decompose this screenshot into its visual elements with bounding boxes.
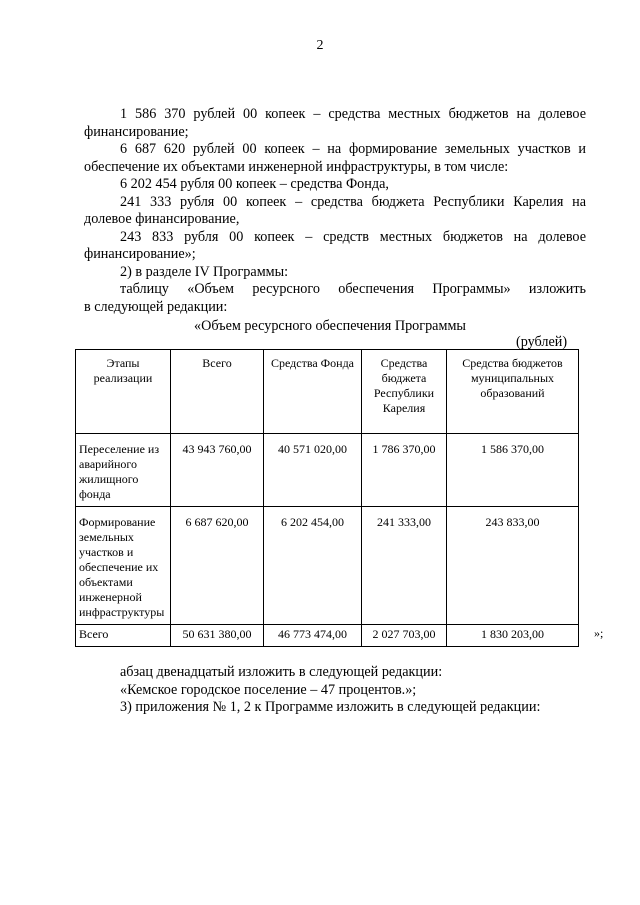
cell-total: 50 631 380,00 xyxy=(171,625,264,647)
resource-table xyxy=(75,349,579,647)
text-line: таблицу «Объем ресурсного обеспечения Программы» изложить xyxy=(120,281,586,297)
cell-republic: 1 786 370,00 xyxy=(362,434,447,507)
text-line: 1 586 370 рублей 00 копеек – средства местных бюджетов на долевое xyxy=(120,106,586,122)
text-line: «Кемское городское поселение – 47 процентов.»; xyxy=(120,681,417,698)
table-row xyxy=(76,507,579,625)
table-unit: (рублей) xyxy=(516,334,568,350)
cell-municipal: 1 586 370,00 xyxy=(447,434,579,507)
text-line: 6 202 454 рубля 00 копеек – средства Фонда, xyxy=(120,176,389,192)
text-line: 243 833 рубля 00 копеек – средств местных бюджетов на долевое xyxy=(120,228,586,245)
cell-municipal: 243 833,00 xyxy=(447,507,579,625)
text-line: долевое финансирование, xyxy=(84,211,240,227)
cell-stage: Всего xyxy=(76,625,171,647)
intro-text xyxy=(84,106,586,316)
header-municipal-budgets: Средства бюджетов муниципальных образований xyxy=(447,350,579,434)
text-line: 3) приложения № 1, 2 к Программе изложить в следующей редакции: xyxy=(120,699,541,715)
text-line: абзац двенадцатый изложить в следующей редакции: xyxy=(120,664,443,680)
header-fund: Средства Фонда xyxy=(264,350,362,434)
text-line: 241 333 рубля 00 копеек – средства бюджета Республики Карелия на xyxy=(120,193,586,210)
cell-fund: 40 571 020,00 xyxy=(264,434,362,507)
text-line: 2) в разделе IV Программы: xyxy=(120,263,289,280)
closing-text xyxy=(84,664,586,717)
cell-stage: Формирование земельных участков и обеспечение их объектами инженерной инфраструктуры xyxy=(76,507,171,625)
cell-republic: 241 333,00 xyxy=(362,507,447,625)
text-line: в следующей редакции: xyxy=(84,298,228,315)
header-total: Всего xyxy=(171,350,264,434)
page-number: 2 xyxy=(316,38,324,53)
cell-republic: 2 027 703,00 xyxy=(362,625,447,647)
cell-municipal: 1 830 203,00 xyxy=(447,625,579,647)
table-caption: «Объем ресурсного обеспечения Программы xyxy=(194,318,466,334)
table-header-row xyxy=(76,350,579,434)
text-line: финансирование; xyxy=(84,123,189,140)
cell-fund: 46 773 474,00 xyxy=(264,625,362,647)
cell-stage: Переселение из аварийного жилищного фонда xyxy=(76,434,171,507)
table-total-row xyxy=(76,625,579,647)
cell-fund: 6 202 454,00 xyxy=(264,507,362,625)
table-closing-quote: »; xyxy=(594,626,604,640)
header-stage: Этапы реализации xyxy=(76,350,171,434)
text-line: 6 687 620 рублей 00 копеек – на формирование земельных участков и xyxy=(120,141,586,157)
header-republic-budget: Средства бюджета Республики Карелия xyxy=(362,350,447,434)
table-row xyxy=(76,434,579,507)
text-line: обеспечение их объектами инженерной инфраструктуры, в том числе: xyxy=(84,158,509,175)
cell-total: 6 687 620,00 xyxy=(171,507,264,625)
text-line: финансирование»; xyxy=(84,246,196,262)
cell-total: 43 943 760,00 xyxy=(171,434,264,507)
